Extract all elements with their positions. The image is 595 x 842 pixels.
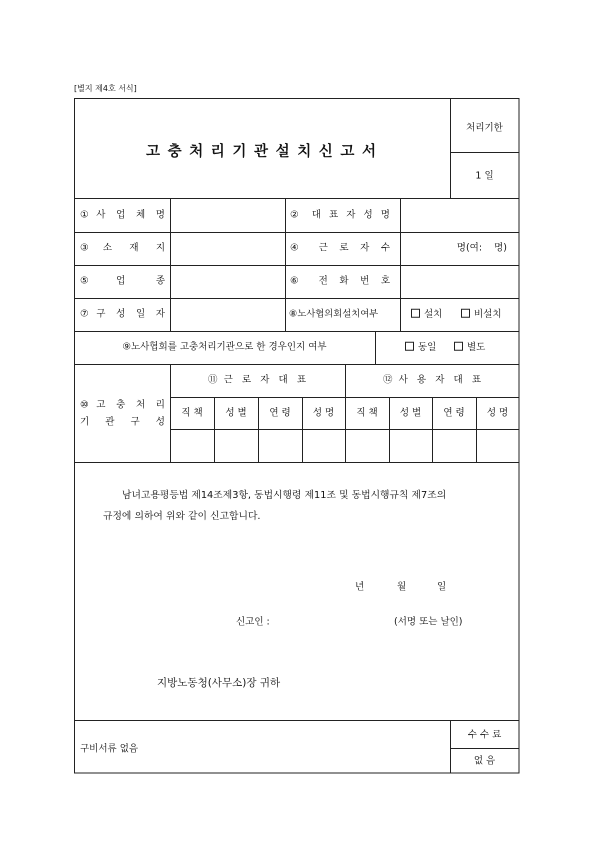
- composition-label-line2: 기 관 구 성: [80, 416, 165, 428]
- worker-position-field[interactable]: [171, 430, 214, 462]
- processing-period-label: 처리기한: [466, 122, 503, 134]
- employer-position-field[interactable]: [346, 430, 389, 462]
- form-title: 고 충 처 리 기 관 설 치 신 고 서: [146, 143, 376, 160]
- phone-label: ⑥ 전 화 번 호: [290, 275, 390, 287]
- founding-date-field[interactable]: [171, 299, 285, 331]
- form-number: [별지 제4호 서식]: [74, 84, 137, 93]
- worker-age-field[interactable]: [259, 430, 302, 462]
- checkbox-separate[interactable]: [454, 342, 463, 351]
- representative-label: ② 대 표 자 성 명: [290, 209, 390, 221]
- composition-label-line1: ⑩고 충 처 리: [80, 399, 165, 411]
- company-name-label: ①사 업 체 명: [80, 209, 165, 221]
- date-month: 월: [397, 581, 407, 593]
- same-body-option-separate[interactable]: 별도: [454, 342, 485, 353]
- employer-age-field[interactable]: [433, 430, 476, 462]
- employer-col-age: 연 령: [443, 407, 465, 419]
- required-documents: 구비서류 없음: [80, 743, 139, 755]
- representative-field[interactable]: [401, 199, 519, 232]
- founding-date-label: ⑦구 성 일 자: [80, 308, 165, 320]
- address-field[interactable]: [171, 233, 285, 265]
- fee-value: 없 음: [473, 755, 496, 767]
- same-body-label: ⑨노사협회를 고충처리기관으로 한 경우인지 여부: [122, 341, 327, 353]
- signature-note: (서명 또는 날인): [394, 616, 463, 628]
- fee-label: 수 수 료: [467, 729, 502, 741]
- checkbox-install[interactable]: [411, 309, 420, 318]
- worker-col-age: 연 령: [269, 407, 291, 419]
- declaration-line1: 남녀고용평등법 제14조제3항, 동법시행령 제11조 및 동법시행규칙 제7조의: [122, 490, 447, 502]
- worker-col-position: 직 책: [181, 407, 203, 419]
- date-year: 년: [355, 581, 365, 593]
- same-body-option-same[interactable]: 동일: [405, 342, 436, 353]
- phone-field[interactable]: [401, 266, 519, 298]
- applicant-label: 신고인 :: [236, 616, 270, 628]
- council-label: ⑧노사협의회설치여부: [289, 308, 379, 320]
- address-label: ③소 재 지: [80, 242, 165, 254]
- employer-name-field[interactable]: [477, 430, 519, 462]
- employer-rep-header: ⑫사 용 자 대 표: [383, 374, 481, 386]
- checkbox-not-install[interactable]: [461, 309, 470, 318]
- applicant-field[interactable]: [275, 612, 390, 632]
- employer-col-gender: 성 별: [399, 407, 422, 419]
- employer-gender-field[interactable]: [390, 430, 432, 462]
- worker-name-field[interactable]: [303, 430, 345, 462]
- employer-col-name: 성 명: [486, 407, 509, 419]
- council-option-not-install[interactable]: 비설치: [461, 309, 502, 320]
- processing-period-value: 1 일: [475, 170, 494, 182]
- worker-col-gender: 성 별: [225, 407, 247, 419]
- worker-col-name: 성 명: [312, 407, 335, 419]
- date-day: 일: [437, 581, 447, 593]
- checkbox-same[interactable]: [405, 342, 414, 351]
- industry-field[interactable]: [171, 266, 285, 298]
- worker-gender-field[interactable]: [215, 430, 258, 462]
- workers-label: ④ 근 로 자 수: [290, 242, 390, 254]
- employer-col-position: 직 책: [356, 407, 378, 419]
- addressee: 지방노동청(사무소)장 귀하: [157, 676, 281, 689]
- workers-field[interactable]: 명(여: 명): [456, 242, 507, 254]
- industry-label: ⑤업 종: [80, 275, 165, 287]
- company-name-field[interactable]: [171, 199, 285, 232]
- worker-rep-header: ⑪근 로 자 대 표: [208, 374, 306, 386]
- declaration-line2: 규정에 의하여 위와 같이 신고합니다.: [103, 511, 261, 523]
- council-option-install[interactable]: 설치: [411, 309, 442, 320]
